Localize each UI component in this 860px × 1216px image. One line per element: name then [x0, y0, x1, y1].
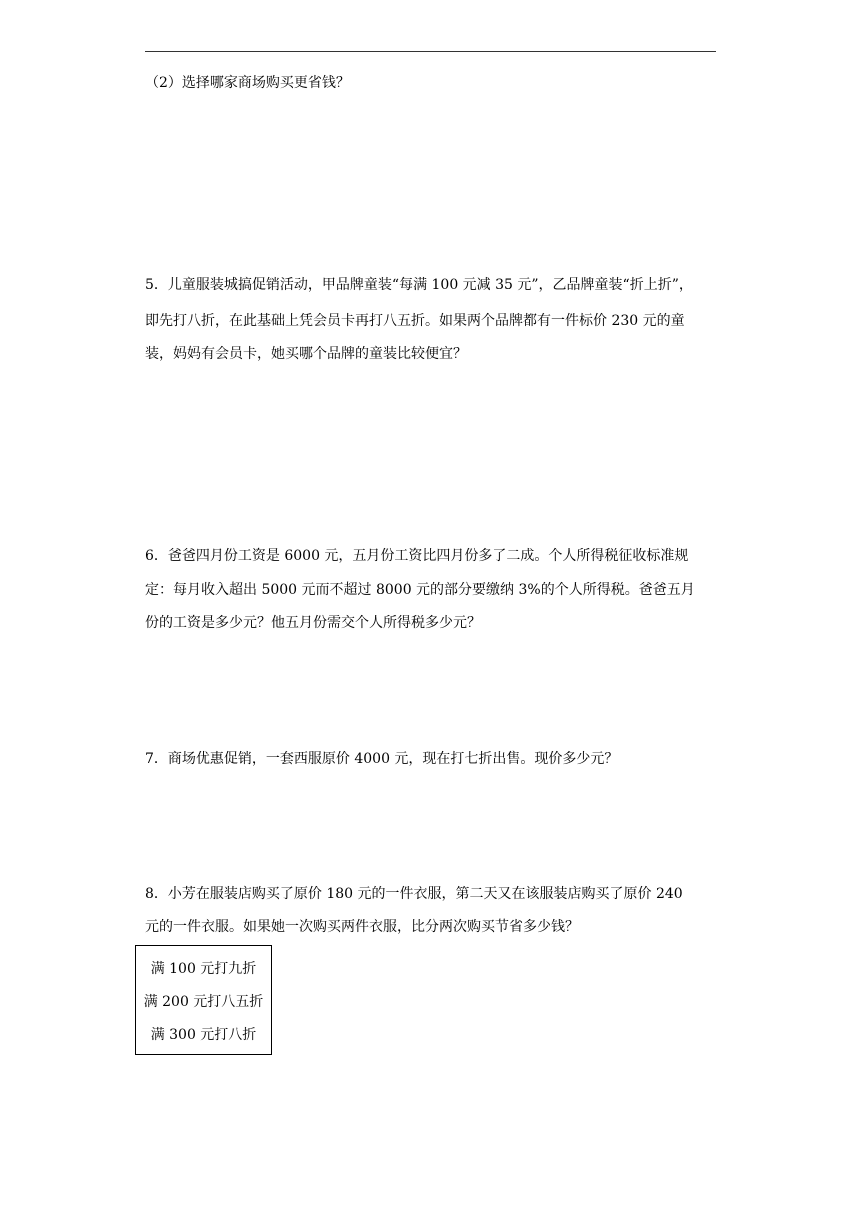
question-6-line-1: 6．爸爸四月份工资是 6000 元，五月份工资比四月份多了二成。个人所得税征收标准规 — [145, 548, 689, 564]
question-8-line-2: 元的一件衣服。如果她一次购买两件衣服，比分两次购买节省多少钱？ — [145, 919, 579, 935]
question-5-line-2: 即先打八折，在此基础上凭会员卡再打八五折。如果两个品牌都有一件标价 230 元的童 — [145, 313, 685, 329]
question-8-line-1: 8．小芳在服装店购买了原价 180 元的一件衣服，第二天又在该服装店购买了原价 240 — [145, 886, 683, 902]
question-5-line-1: 5．儿童服装城搞促销活动，甲品牌童装“每满 100 元减 35 元”，乙品牌童装“折上折”， — [145, 277, 693, 293]
discount-tier-200: 满 200 元打八五折 — [143, 994, 264, 1010]
sub-question-2: （2）选择哪家商场购买更省钱？ — [145, 75, 350, 91]
question-6-line-3: 份的工资是多少元？他五月份需交个人所得税多少元？ — [145, 615, 481, 631]
discount-tier-100: 满 100 元打九折 — [150, 961, 257, 977]
discount-tier-300: 满 300 元打八折 — [150, 1027, 257, 1043]
question-7-line-1: 7．商场优惠促销，一套西服原价 4000 元，现在打七折出售。现价多少元？ — [145, 751, 619, 767]
discount-box — [135, 945, 272, 1055]
header-rule — [145, 51, 716, 52]
question-5-line-3: 装，妈妈有会员卡，她买哪个品牌的童装比较便宜？ — [145, 346, 467, 362]
question-6-line-2: 定：每月收入超出 5000 元而不超过 8000 元的部分要缴纳 3%的个人所得税。爸爸五月 — [145, 582, 695, 598]
